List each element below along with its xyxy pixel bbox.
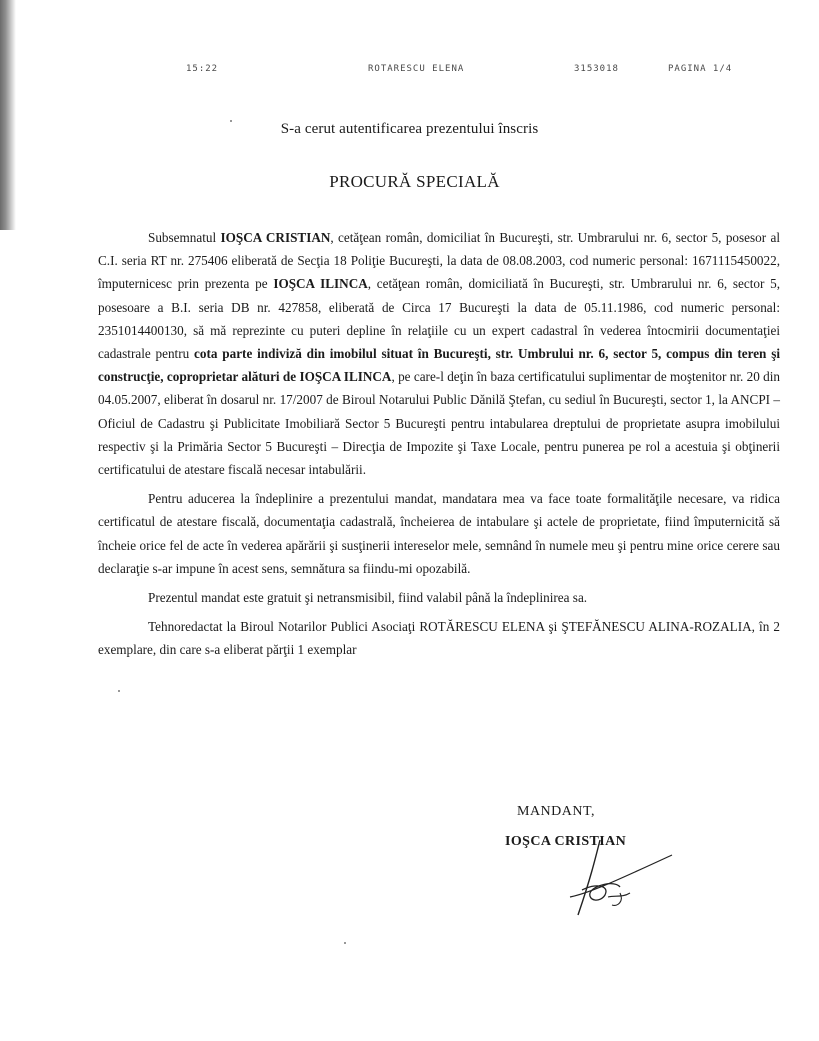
fax-page-number: PAGINA 1/4 (668, 64, 733, 74)
document-body (98, 226, 780, 668)
fax-time: 15:22 (186, 64, 219, 74)
agent-name: IOŞCA ILINCA (273, 276, 368, 292)
property-description: cota parte indiviză din imobilul situat în Bucureşti, str. Umbrului nr. 6, sector 5, compus din teren şi construcţie, coproprietar alături de IOŞCA ILINCA (98, 346, 780, 385)
scan-speck (344, 942, 346, 944)
text-run: , pe care-l deţin în baza certificatului suplimentar de moştenitor nr. 20 din 04.05.2007, eliberat în dosarul nr. 17/2007 de Biroul Notarului Public Dănilă Ştefan, cu sediul în Bucureşti, sector 1, la ANCPI – Oficiul de Cadastru şi Publicitate Imobiliară Sector 5 Bucureşti pentru intabularea dreptului de proprietate asupra imobilului respectiv şi la Primăria Sector 5 Bucureşti – Direcţia de Impozite şi Taxe Locale, pentru punerea pe rol a acestuia şi obţinerii certificatului de atestare fiscală necesar intabulării. (98, 369, 780, 478)
paragraph-gratuity: Prezentul mandat este gratuit şi netransmisibil, fiind valabil până la îndeplinirea sa. (148, 590, 588, 606)
scan-speck (118, 690, 120, 692)
signatory-role: MANDANT, (517, 804, 596, 819)
authentication-note: S-a cerut autentificarea prezentului înscris (280, 121, 539, 137)
scan-shadow (0, 0, 16, 230)
text-run: , cetăţean român, domiciliată în Bucureşti, str. Umbrarului nr. 6, sector 5, posesoare a B.I. seria DB nr. 427858, eliberată de Circa 17 Bucureşti la data de 05.11.1986, cod numeric personal: 2351014400130, să mă reprezinte cu puteri depline în relaţiile cu un expert cadastral în vederea întocmirii documentaţiei cadastrale pentru (98, 276, 780, 362)
fax-header (0, 64, 819, 80)
principal-name: IOŞCA CRISTIAN (220, 230, 331, 245)
paragraph-drafting: Tehnoredactat la Biroul Notarilor Publici Asociaţi ROTĂRESCU ELENA şi ŞTEFĂNESCU ALINA-ROZALIA, în 2 exemplare, din care s-a eliberat părţii 1 exemplar (98, 619, 780, 658)
text-run: Subsemnatul (148, 230, 221, 245)
scan-speck (230, 120, 232, 122)
handwritten-signature-icon (560, 835, 680, 920)
fax-sender-name: ROTARESCU ELENA (368, 64, 465, 74)
document-title: PROCURĂ SPECIALĂ (329, 172, 500, 191)
signatory-name: IOŞCA CRISTIAN (505, 834, 627, 849)
paragraph-mandate (98, 226, 780, 481)
text-run: , cetăţean român, domiciliat în Bucureşti, str. Umbrarului nr. 6, sector 5, posesor al C.I. seria RT nr. 275406 eliberată de Secţia 18 Poliţie Bucureşti, la data de 08.08.2003, cod numeric personal: 1671115450022, împuternicesc prin prezenta pe (98, 230, 780, 292)
fax-phone: 3153018 (574, 64, 619, 74)
paragraph-powers: Pentru aducerea la îndeplinire a prezentului mandat, mandatara mea va face toate formalităţile necesare, va ridica certificatul de atestare fiscală, documentaţia cadastrală, încheierea de intabulare şi actele de proprietate, fiind împuternicită să încheie orice fel de acte în vederea apărării şi susţinerii intereselor mele, semnând în numele meu şi pentru mine orice cerere sau declaraţie s-ar impune în acest sens, semnătura sa fiindu-mi opozabilă. (98, 491, 780, 576)
